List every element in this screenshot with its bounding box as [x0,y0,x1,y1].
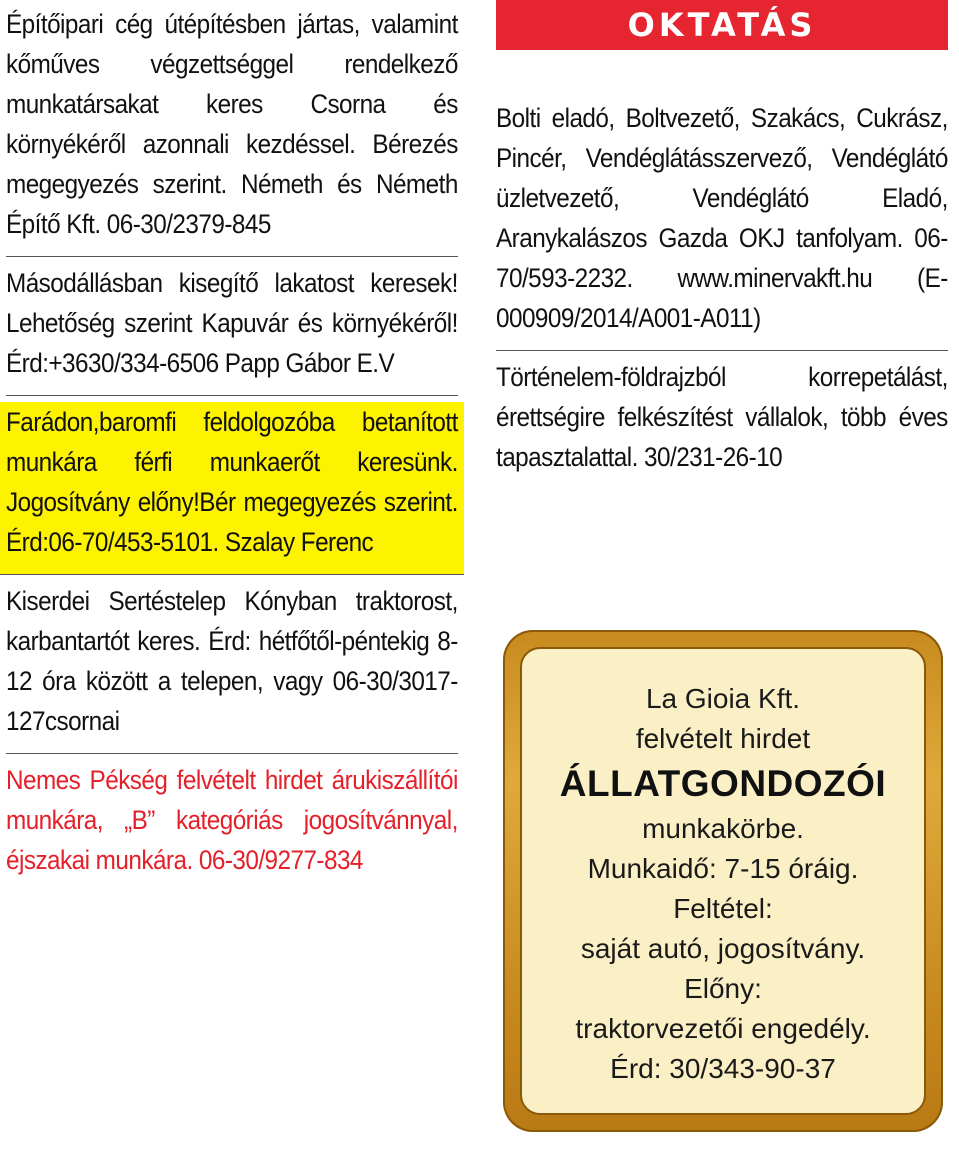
ad-text: Bolti eladó, Boltvezető, Szakács, Cukrász, Pincér, Vendéglátásszervező, Vendéglátó üzletvezető, Vendéglátó Eladó, Aranykalászos Gazda OKJ tanfolyam. 06-70/593-2232. www.minervakft.hu (E-000909/2014/A001-A011) [496,103,948,333]
section-header: OKTATÁS [496,0,948,50]
ad-line: traktorvezetői engedély. [575,1013,871,1044]
highlighted-classified-ad [0,402,464,575]
ad-text: Építőipari cég útépítésben jártas, valamint kőműves végzettséggel rendelkező munkatársakat keres Csorna és környékéről azonnali kezdéssel. Bérezés megegyezés szerint. Németh és Németh Építő Kft. 06-30/2379-845 [6,9,458,239]
ad-text: Nemes Pékség felvételt hirdet árukiszállítói munkára, „B” kategóriás jogosítvánnyal, éjszakai munkára. 06-30/9277-834 [6,765,458,875]
left-column [6,4,458,898]
company-name: La Gioia Kft. [645,683,801,714]
classified-ad [6,581,458,754]
ad-text: Kiserdei Sertéstelep Kónyban traktorost, karbantartót keres. Érd: hétfőtől-péntekig 8-12 óra között a telepen, vagy 06-30/3017-127csornai [6,586,458,736]
contact-phone: Érd: 30/343-90-37 [610,1053,836,1084]
classified-ad [496,98,948,351]
working-hours: Munkaidő: 7-15 óráig. [587,853,859,884]
ad-line: munkakörbe. [642,813,804,844]
ad-line: Előny: [684,973,762,1004]
right-column [496,0,948,495]
classified-ad [6,4,458,257]
ad-line: saját autó, jogosítvány. [580,933,866,964]
boxed-job-ad-content [520,647,926,1115]
job-title: ÁLLATGONDOZÓI [559,763,887,804]
classified-ad [6,263,458,396]
boxed-job-ad [503,630,943,1132]
ad-text: Történelem-földrajzból korrepetálást, érettségire felkészítést vállalok, több éves tapasztalattal. 30/231-26-10 [496,362,948,472]
classified-ad [496,357,948,489]
classified-ad-red [6,760,458,892]
ad-text: Másodállásban kisegítő lakatost keresek! Lehetőség szerint Kapuvár és környékéről! Érd:+3630/334-6506 Papp Gábor E.V [6,268,458,378]
ad-line: Feltétel: [673,893,773,924]
ad-text: Farádon,baromfi feldolgozóba betanított munkára férfi munkaerőt keresünk. Jogosítvány előny!Bér megegyezés szerint. Érd:06-70/453-5101. Szalay Ferenc [6,407,458,557]
ad-line: felvételt hirdet [635,723,811,754]
